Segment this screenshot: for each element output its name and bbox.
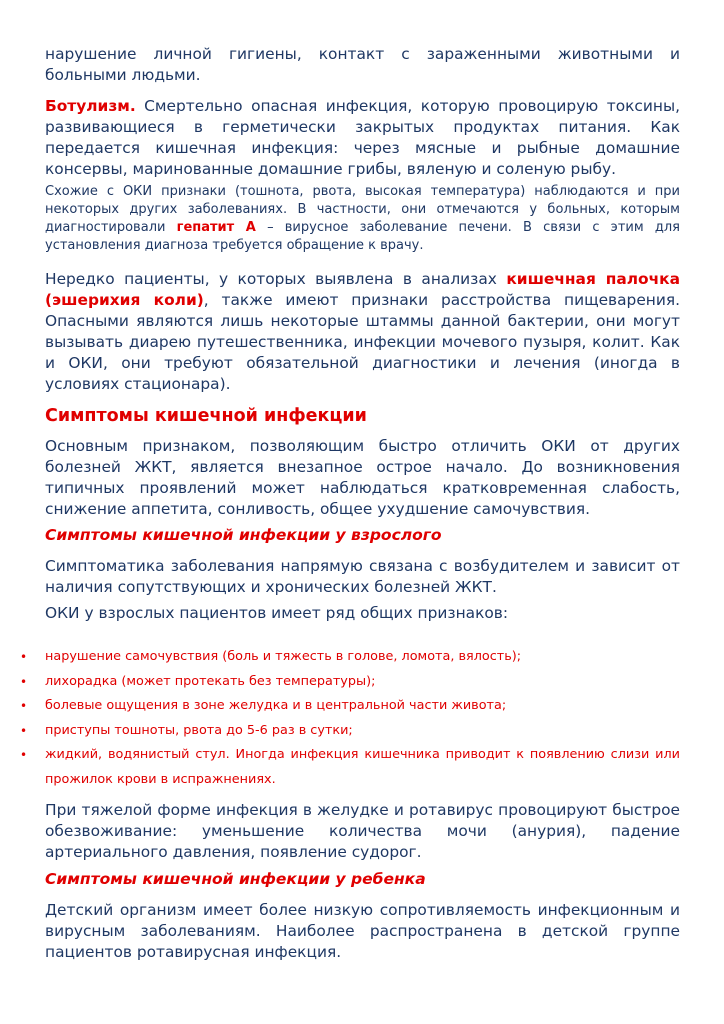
paragraph-text: – вирусное заболевание печени. В связи с этим для установления диагноза требуется обращение к врачу. [45, 220, 680, 253]
term-botulism: Ботулизм. [45, 97, 136, 115]
paragraph-text: Симптоматика заболевания напрямую связана с возбудителем и зависит от наличия сопутствующих и хронических болезней ЖКТ. [45, 557, 680, 596]
paragraph-text: Детский организм имеет более низкую сопротивляемость инфекционным и вирусным заболеваниям. Наиболее распространена в детской группе пациентов ротавирусная инфекция. [45, 901, 680, 961]
paragraph-hepatitis-note [45, 183, 680, 255]
paragraph-symptomatology [45, 556, 680, 598]
paragraph-hygiene [45, 44, 680, 86]
paragraph-severe-form [45, 800, 680, 863]
bullet-icon: • [20, 699, 28, 713]
term-hepatitis-a: гепатит А [176, 220, 256, 235]
heading-child-symptoms: Симптомы кишечной инфекции у ребенка [45, 870, 426, 888]
paragraph-text: нарушение личной гигиены, контакт с зараженными животными и больными людьми. [45, 45, 680, 84]
list-item: • приступы тошноты, рвота до 5-6 раз в сутки; [20, 719, 680, 744]
paragraph-text: , также имеют признаки расстройства пищеварения. Опасными являются лишь некоторые штаммы данной бактерии, они могут вызывать диарею путешественника, инфекции мочевого пузыря, колит. Как и ОКИ, они требуют обязательной диагностики и лечения (иногда в условиях стационара). [45, 291, 680, 393]
paragraph-main-sign [45, 436, 680, 520]
bullet-icon: • [20, 723, 28, 738]
paragraph-text: ОКИ у взрослых пациентов имеет ряд общих признаков: [45, 604, 509, 622]
list-item: • болевые ощущения в зоне желудка и в центральной части живота; [20, 694, 680, 719]
paragraph-text: Схожие с ОКИ признаки (тошнота, рвота, высокая температура) наблюдаются и при некоторых других заболеваниях. В частности, они отмечаются у больных, которым диагностировали [45, 184, 680, 235]
list-item: • жидкий, водянистый стул. Иногда инфекция кишечника приводит к появлению слизи или прожилок крови в испражнениях. [20, 743, 680, 792]
paragraph-child [45, 900, 680, 963]
list-item: • лихорадка (может протекать без температуры); [20, 670, 680, 695]
bullet-icon: • [20, 748, 28, 762]
paragraph-common-signs [45, 603, 680, 624]
symptom-list [20, 645, 680, 792]
term-e-coli: кишечная палочка (эшерихия коли) [45, 270, 680, 309]
bullet-icon: • [20, 650, 28, 664]
paragraph-text: При тяжелой форме инфекция в желудке и ротавирус провоцируют быстрое обезвоживание: уменьшение количества мочи (анурия), падение артериального давления, появление судорог. [45, 801, 680, 861]
bullet-icon: • [20, 674, 28, 689]
list-item: • нарушение самочувствия (боль и тяжесть в голове, ломота, вялость); [20, 645, 680, 670]
paragraph-e-coli [45, 269, 680, 395]
heading-adult-symptoms: Симптомы кишечной инфекции у взрослого [45, 526, 442, 544]
paragraph-text: Основным признаком, позволяющим быстро отличить ОКИ от других болезней ЖКТ, является внезапное острое начало. До возникновения типичных проявлений может наблюдаться кратковременная слабость, снижение аппетита, сонливость, общее ухудшение самочувствия. [45, 437, 680, 518]
heading-symptoms: Симптомы кишечной инфекции [45, 406, 367, 426]
paragraph-botulism [45, 96, 680, 180]
paragraph-text: Смертельно опасная инфекция, которую провоцирую токсины, развивающиеся в герметически закрытых продуктах питания. Как передается кишечная инфекция: через мясные и рыбные домашние консервы, маринованные домашние грибы, вяленую и соленую рыбу. [45, 97, 680, 178]
paragraph-text: Нередко пациенты, у которых выявлена в анализах [45, 270, 507, 288]
